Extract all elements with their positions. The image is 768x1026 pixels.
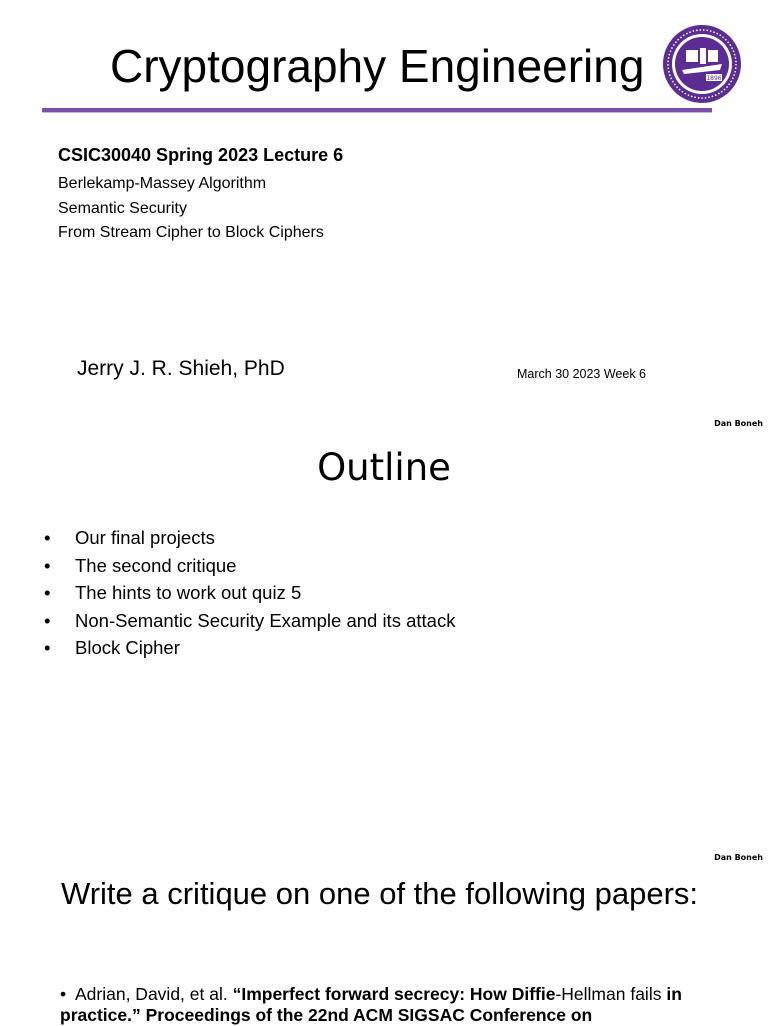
topic-item: Berlekamp-Massey Algorithm bbox=[58, 175, 267, 192]
footer-credit: Dan Boneh bbox=[714, 853, 763, 862]
critique-slide bbox=[0, 864, 768, 1024]
title-slide bbox=[0, 0, 768, 432]
university-seal-icon bbox=[662, 24, 742, 104]
ref-venue-bold: in practice.” Proceedings of the 22nd ACM SIGSAC Conference on bbox=[60, 984, 682, 1025]
list-item-text: The hints to work out quiz 5 bbox=[75, 582, 302, 603]
topic-item: From Stream Cipher to Block Ciphers bbox=[58, 224, 324, 241]
list-item-text: Non-Semantic Security Example and its attack bbox=[75, 609, 456, 631]
critique-title: Write a critique on one of the following papers: bbox=[61, 876, 699, 911]
list-item bbox=[44, 607, 455, 635]
list-item bbox=[44, 634, 455, 662]
bullet-icon: • bbox=[44, 582, 51, 603]
topic-item: Semantic Security bbox=[58, 199, 187, 217]
ref-title-rest: -Hellman fails bbox=[555, 984, 667, 1004]
ref-title-bold: “Imperfect forward secrecy: How Diffie bbox=[232, 984, 556, 1004]
topic-list bbox=[58, 172, 324, 246]
list-item bbox=[44, 552, 455, 580]
bullet-icon: • bbox=[44, 637, 51, 658]
lecture-date: March 30 2023 Week 6 bbox=[517, 367, 647, 381]
paper-reference bbox=[60, 984, 720, 1026]
bullet-icon: • bbox=[44, 554, 51, 576]
outline-list bbox=[44, 524, 455, 662]
bullet-icon: • bbox=[44, 609, 51, 631]
list-item-text: Block Cipher bbox=[75, 637, 180, 658]
title-divider bbox=[42, 108, 712, 113]
bullet-icon: • bbox=[44, 527, 51, 548]
footer-credit: Dan Boneh bbox=[714, 419, 763, 428]
slide-title: Cryptography Engineering bbox=[110, 40, 645, 92]
course-heading: CSIC30040 Spring 2023 Lecture 6 bbox=[58, 145, 344, 165]
list-item-text: The second critique bbox=[75, 554, 237, 576]
list-item bbox=[44, 579, 455, 607]
list-item bbox=[44, 524, 455, 552]
bullet-icon: • bbox=[60, 984, 67, 1004]
ref-authors: Adrian, David, et al. bbox=[75, 984, 233, 1004]
seal-year: 1896 bbox=[706, 75, 722, 82]
list-item-text: Our final projects bbox=[75, 527, 215, 548]
outline-slide bbox=[0, 432, 768, 864]
outline-title: Outline bbox=[317, 446, 451, 489]
author-name: Jerry J. R. Shieh, PhD bbox=[77, 357, 285, 380]
